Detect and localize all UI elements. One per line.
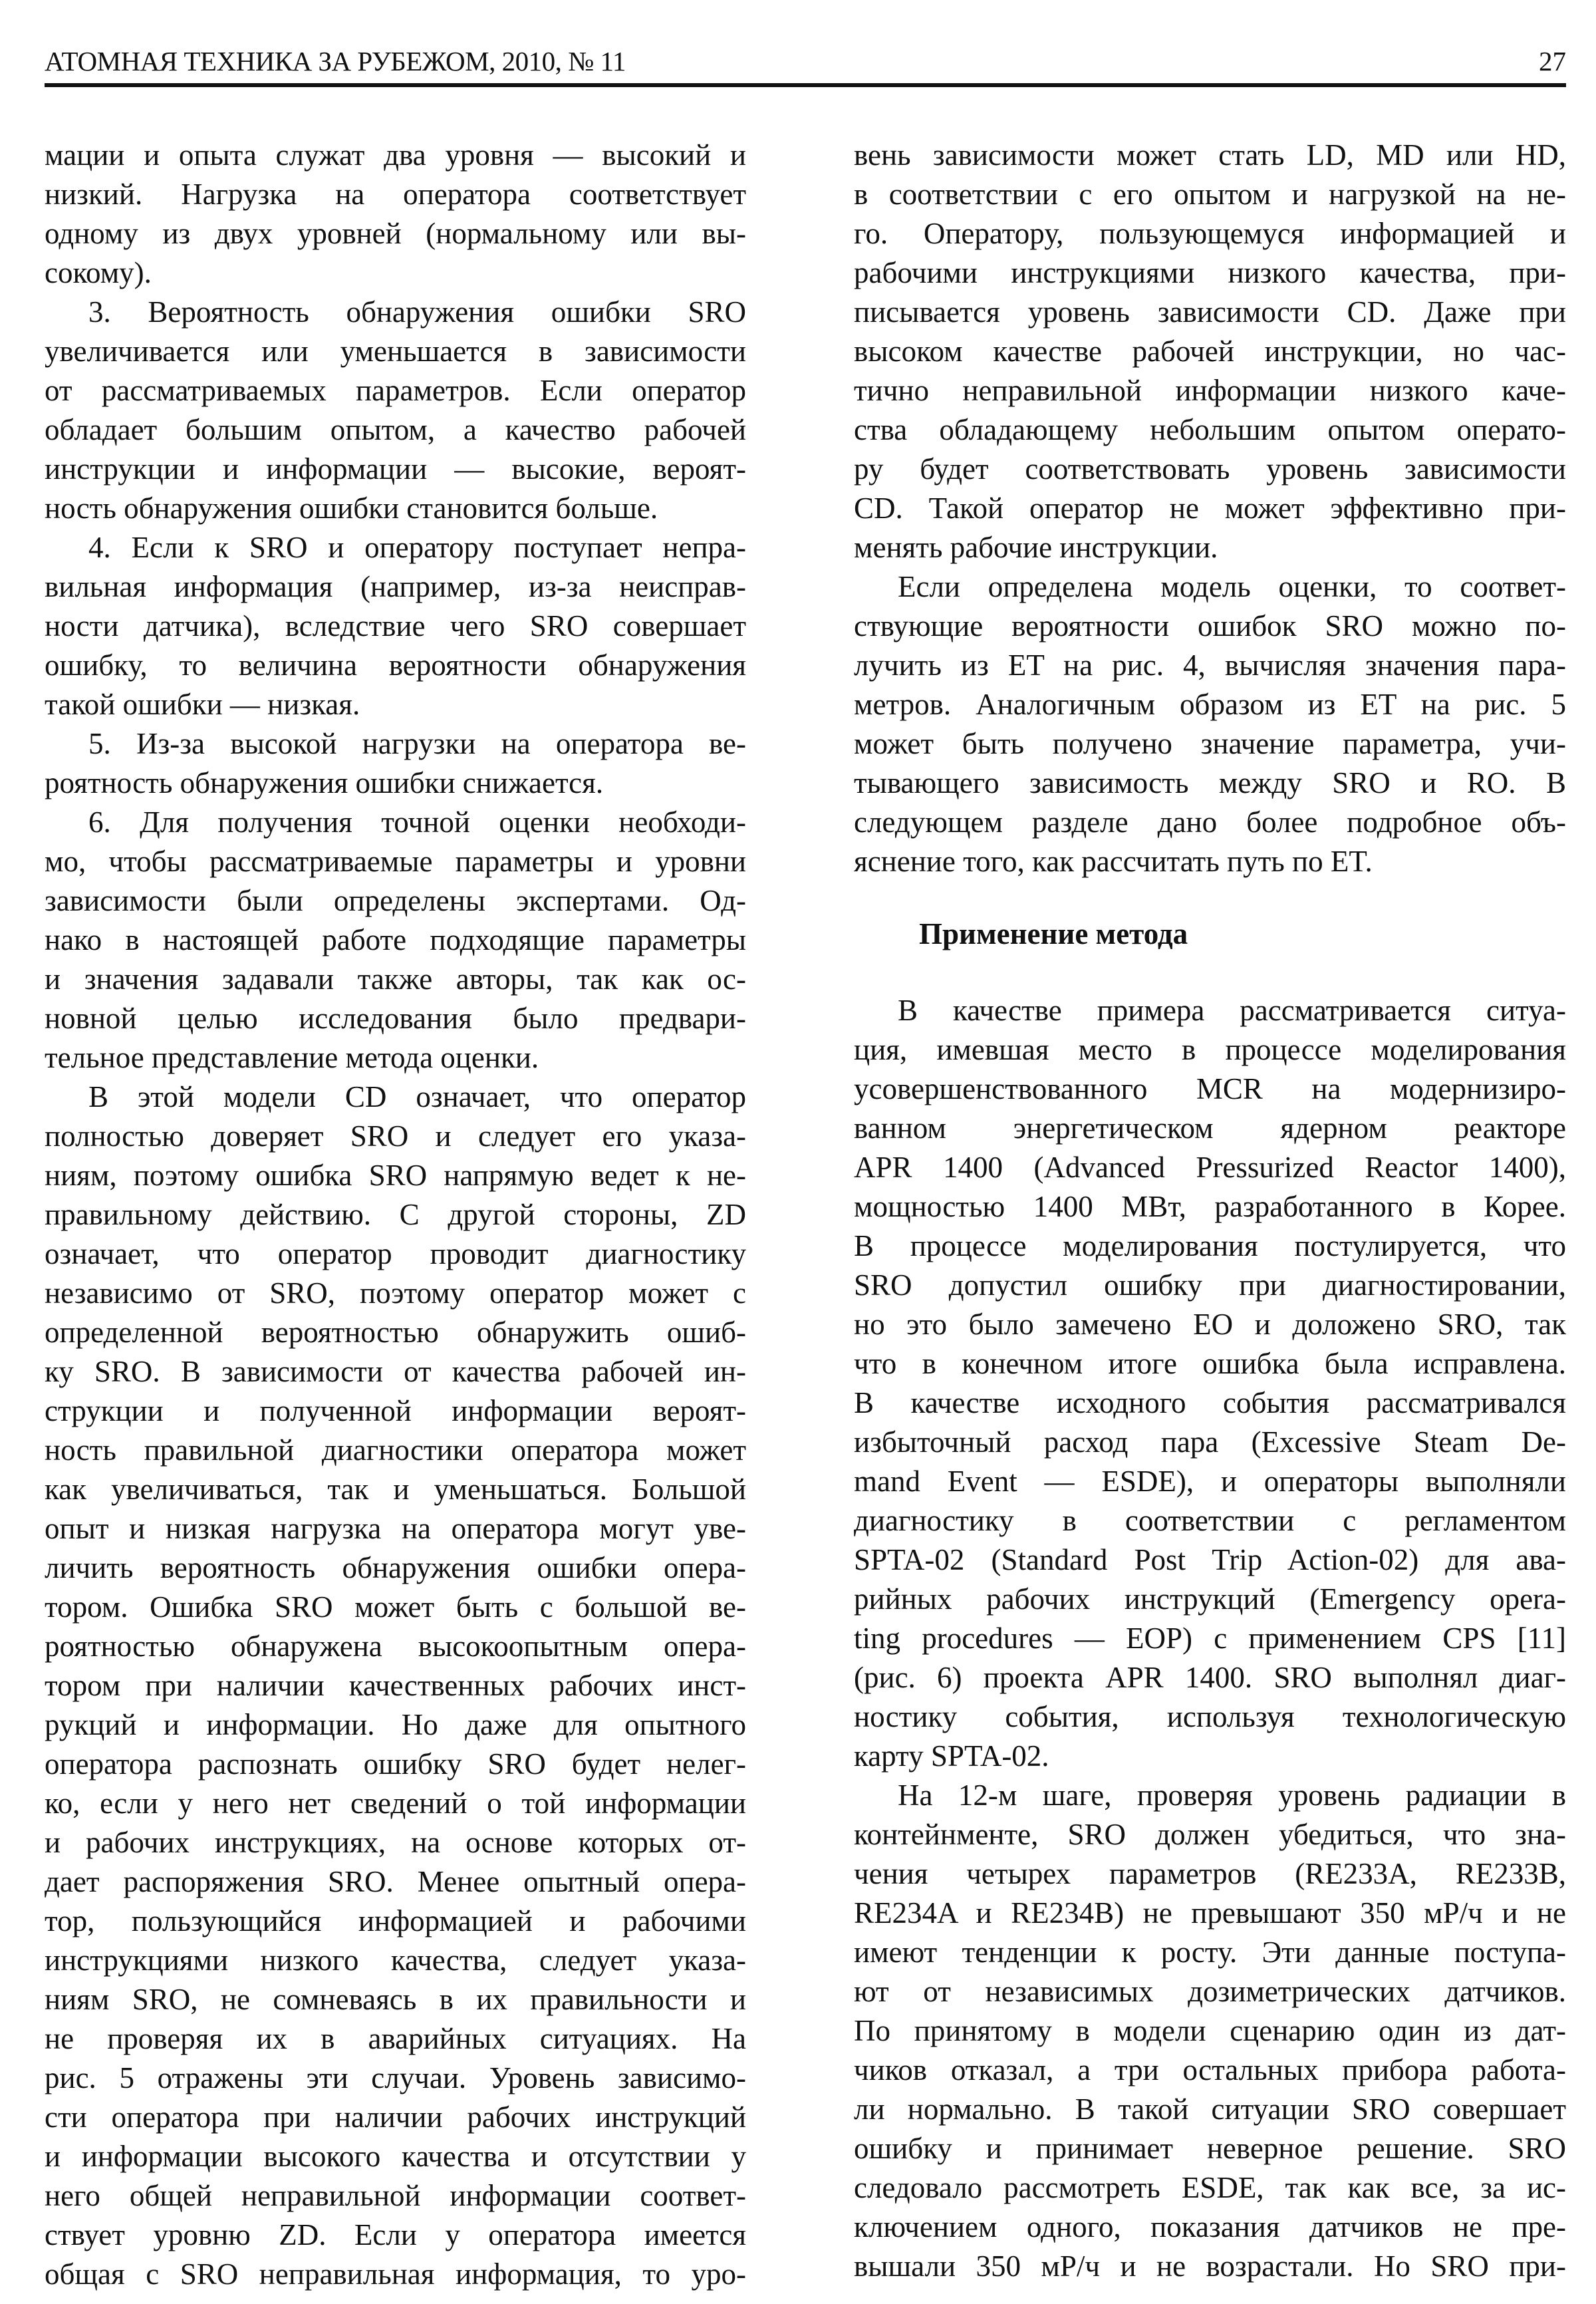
section-heading: Применение метода xyxy=(919,917,1188,950)
text-line: рабочими инструкциями низкого качества, при- xyxy=(854,256,1566,289)
text-line: от рассматриваемых параметров. Если оператор xyxy=(45,374,746,407)
text-line: ошибку, то величина вероятности обнаружения xyxy=(45,648,746,682)
text-line: На 12-м шаге, проверяя уровень радиации в xyxy=(898,1779,1566,1812)
text-line: рис. 5 отражены эти случаи. Уровень зависимо- xyxy=(45,2061,746,2094)
running-header xyxy=(45,41,1566,81)
text-line: и информации высокого качества и отсутствии у xyxy=(45,2140,746,2173)
text-line: одному из двух уровней (нормальному или вы- xyxy=(45,217,746,250)
text-line: го. Оператору, пользующемуся информацией и xyxy=(854,217,1566,250)
text-line: ствующие вероятности ошибок SRO можно по- xyxy=(854,609,1566,643)
text-line: что в конечном итоге ошибка была исправлена. xyxy=(854,1347,1566,1380)
text-line: опыт и низкая нагрузка на оператора могут уве- xyxy=(45,1512,746,1545)
text-line: mand Event — ESDE), и операторы выполняли xyxy=(854,1465,1566,1498)
right-column xyxy=(854,136,1566,2286)
text-line: ключением одного, показания датчиков не пре- xyxy=(854,2210,1566,2243)
text-line: мо, чтобы рассматриваемые параметры и уровни xyxy=(45,845,746,878)
text-line: ности датчика), вследствие чего SRO совершает xyxy=(45,609,746,643)
paragraph xyxy=(854,567,1566,881)
text-line: новной целью исследования было предвари- xyxy=(45,1002,746,1035)
text-line: 3. Вероятность обнаружения ошибки SRO xyxy=(88,295,746,329)
text-line: в соответствии с его опытом и нагрузкой на не- xyxy=(854,178,1566,211)
text-line: нако в настоящей работе подходящие параметры xyxy=(45,923,746,956)
text-line: ко, если у него нет сведений о той информации xyxy=(45,1787,746,1820)
text-line: следовало рассмотреть ESDE, так как все, за ис- xyxy=(854,2171,1566,2204)
text-line: как увеличиваться, так и уменьшаться. Большой xyxy=(45,1473,746,1506)
text-line: низкий. Нагрузка на оператора соответствует xyxy=(45,178,746,211)
text-line: В качестве исходного события рассматривался xyxy=(854,1386,1566,1419)
paragraph xyxy=(45,293,746,528)
text-line: личить вероятность обнаружения ошибки опера- xyxy=(45,1551,746,1584)
text-line: APR 1400 (Advanced Pressurized Reactor 1400), xyxy=(854,1151,1566,1184)
left-column xyxy=(45,136,746,2294)
text-line: 6. Для получения точной оценки необходи- xyxy=(88,805,746,839)
text-line: определенной вероятностью обнаружить ошиб- xyxy=(45,1316,746,1349)
text-line: следующем разделе дано более подробное объ- xyxy=(854,805,1566,839)
text-line: сти оператора при наличии рабочих инструкций xyxy=(45,2100,746,2134)
text-line: ванном энергетическом ядерном реакторе xyxy=(854,1111,1566,1145)
paragraph xyxy=(854,136,1566,567)
text-line: имеют тенденции к росту. Эти данные поступа- xyxy=(854,1936,1566,1969)
text-line: рийных рабочих инструкций (Emergency opera- xyxy=(854,1582,1566,1616)
text-line: вышали 350 мР/ч и не возрастали. Но SRO при- xyxy=(854,2249,1566,2283)
text-line: зависимости были определены экспертами. Од- xyxy=(45,884,746,917)
text-line: но это было замечено EO и доложено SRO, так xyxy=(854,1308,1566,1341)
text-line: обладает большим опытом, а качество рабочей xyxy=(45,413,746,446)
text-line: ли нормально. В такой ситуации SRO совершает xyxy=(854,2092,1566,2126)
text-line: ность правильной диагностики оператора может xyxy=(45,1433,746,1467)
text-line: ют от независимых дозиметрических датчиков. xyxy=(854,1975,1566,2008)
text-line: метров. Аналогичным образом из ET на рис. 5 xyxy=(854,688,1566,721)
text-line: 4. Если к SRO и оператору поступает непра- xyxy=(88,531,746,564)
text-line: означает, что оператор проводит диагностику xyxy=(45,1237,746,1270)
text-line: ру будет соответствовать уровень зависимости xyxy=(854,452,1566,486)
text-line: ниям, поэтому ошибка SRO напрямую ведет к не- xyxy=(45,1159,746,1192)
text-line: мощностью 1400 МВт, разработанного в Корее. xyxy=(854,1190,1566,1223)
text-line: ошибку и принимает неверное решение. SRO xyxy=(854,2132,1566,2165)
text-line: 5. Из-за высокой нагрузки на оператора ве- xyxy=(88,727,746,760)
text-line: В этой модели CD означает, что оператор xyxy=(88,1080,746,1113)
text-line: ства обладающему небольшим опытом операто- xyxy=(854,413,1566,446)
text-line: SPTA-02 (Standard Post Trip Action-02) для ава- xyxy=(854,1543,1566,1576)
paragraph xyxy=(45,528,746,724)
text-line: рукций и информации. Но даже для опытного xyxy=(45,1708,746,1741)
text-line: тывающего зависимость между SRO и RO. В xyxy=(854,766,1566,799)
text-line: тельное представление метода оценки. xyxy=(45,1041,539,1074)
text-line: оператора распознать ошибку SRO будет нелег- xyxy=(45,1747,746,1781)
text-line: (рис. 6) проекта APR 1400. SRO выполнял диаг- xyxy=(854,1661,1566,1694)
paragraph xyxy=(45,136,746,293)
text-line: и значения задавали также авторы, так как ос- xyxy=(45,962,746,996)
text-line: RE234A и RE234B) не превышают 350 мР/ч и не xyxy=(854,1896,1566,1930)
text-line: роятностью обнаружена высокоопытным опера- xyxy=(45,1630,746,1663)
text-line: увеличивается или уменьшается в зависимости xyxy=(45,335,746,368)
text-line: тор, пользующийся информацией и рабочими xyxy=(45,1904,746,1938)
text-line: инструкциями низкого качества, следует указа- xyxy=(45,1944,746,1977)
text-line: В процессе моделирования постулируется, что xyxy=(854,1229,1566,1262)
journal-title: АТОМНАЯ ТЕХНИКА ЗА РУБЕЖОМ, 2010, № 11 xyxy=(45,46,626,76)
text-line: яснение того, как рассчитать путь по ET. xyxy=(854,845,1373,878)
text-line: дает распоряжения SRO. Менее опытный опера- xyxy=(45,1865,746,1898)
text-line: тично неправильной информации низкого каче- xyxy=(854,374,1566,407)
text-line: По принятому в модели сценарию один из дат- xyxy=(854,2014,1566,2047)
text-line: карту SPTA-02. xyxy=(854,1739,1049,1773)
text-line: сокому). xyxy=(45,256,152,289)
text-line: не проверяя их в аварийных ситуациях. На xyxy=(45,2022,746,2055)
text-line: ность обнаружения ошибки становится больше. xyxy=(45,492,658,525)
text-line: SRO допустил ошибку при диагностировании, xyxy=(854,1268,1566,1302)
text-line: менять рабочие инструкции. xyxy=(854,531,1218,564)
text-line: такой ошибки — низкая. xyxy=(45,688,360,721)
text-line: тором. Ошибка SRO может быть с большой ве- xyxy=(45,1590,746,1624)
text-line: вень зависимости может стать LD, MD или HD, xyxy=(854,138,1566,172)
text-line: тором при наличии качественных рабочих инст- xyxy=(45,1669,746,1702)
text-line: избыточный расход пара (Excessive Steam De- xyxy=(854,1425,1566,1459)
text-line: ку SRO. В зависимости от качества рабочей ин- xyxy=(45,1355,746,1388)
text-line: него общей неправильной информации соответ- xyxy=(45,2179,746,2212)
text-line: В качестве примера рассматривается ситуа- xyxy=(898,994,1566,1027)
text-line: ствует уровню ZD. Если у оператора имеется xyxy=(45,2218,746,2251)
text-line: ting procedures — EOP) с применением CPS [11] xyxy=(854,1622,1566,1655)
paragraph xyxy=(45,724,746,803)
text-line: чиков отказал, а три остальных прибора работа- xyxy=(854,2053,1566,2087)
text-line: мации и опыта служат два уровня — высокий и xyxy=(45,138,746,172)
text-line: чения четырех параметров (RE233A, RE233B, xyxy=(854,1857,1566,1890)
text-line: и рабочих инструкциях, на основе которых от- xyxy=(45,1826,746,1859)
text-line: инструкции и информации — высокие, вероят- xyxy=(45,452,746,486)
text-line: ция, имевшая место в процессе моделирования xyxy=(854,1033,1566,1066)
text-line: струкции и полученной информации вероят- xyxy=(45,1394,746,1427)
text-line: полностью доверяет SRO и следует его указа- xyxy=(45,1119,746,1153)
paragraph xyxy=(854,1776,1566,2286)
text-line: высоком качестве рабочей инструкции, но час- xyxy=(854,335,1566,368)
paragraph xyxy=(45,803,746,1078)
text-line: вильная информация (например, из-за неисправ- xyxy=(45,570,746,603)
text-line: лучить из ET на рис. 4, вычисляя значения пара- xyxy=(854,648,1566,682)
text-line: ниям SRO, не сомневаясь в их правильности и xyxy=(45,1983,746,2016)
text-line: диагностику в соответствии с регламентом xyxy=(854,1504,1566,1537)
paragraph xyxy=(854,991,1566,1776)
text-line: правильному действию. С другой стороны, ZD xyxy=(45,1198,746,1231)
text-line: общая с SRO неправильная информация, то уро- xyxy=(45,2257,746,2291)
text-line: усовершенствованного MCR на модернизиро- xyxy=(854,1072,1566,1105)
header-rule xyxy=(45,83,1566,87)
page-number: 27 xyxy=(1539,46,1566,76)
text-line: может быть получено значение параметра, учи- xyxy=(854,727,1566,760)
text-line: независимо от SRO, поэтому оператор может с xyxy=(45,1276,746,1310)
text-line: писывается уровень зависимости CD. Даже при xyxy=(854,295,1566,329)
paragraph xyxy=(45,1078,746,2294)
text-line: ностику события, используя технологическую xyxy=(854,1700,1566,1733)
text-line: контейнменте, SRO должен убедиться, что зна- xyxy=(854,1818,1566,1851)
text-line: CD. Такой оператор не может эффективно при- xyxy=(854,492,1566,525)
text-line: Если определена модель оценки, то соответ- xyxy=(898,570,1566,603)
text-line: роятность обнаружения ошибки снижается. xyxy=(45,766,604,799)
